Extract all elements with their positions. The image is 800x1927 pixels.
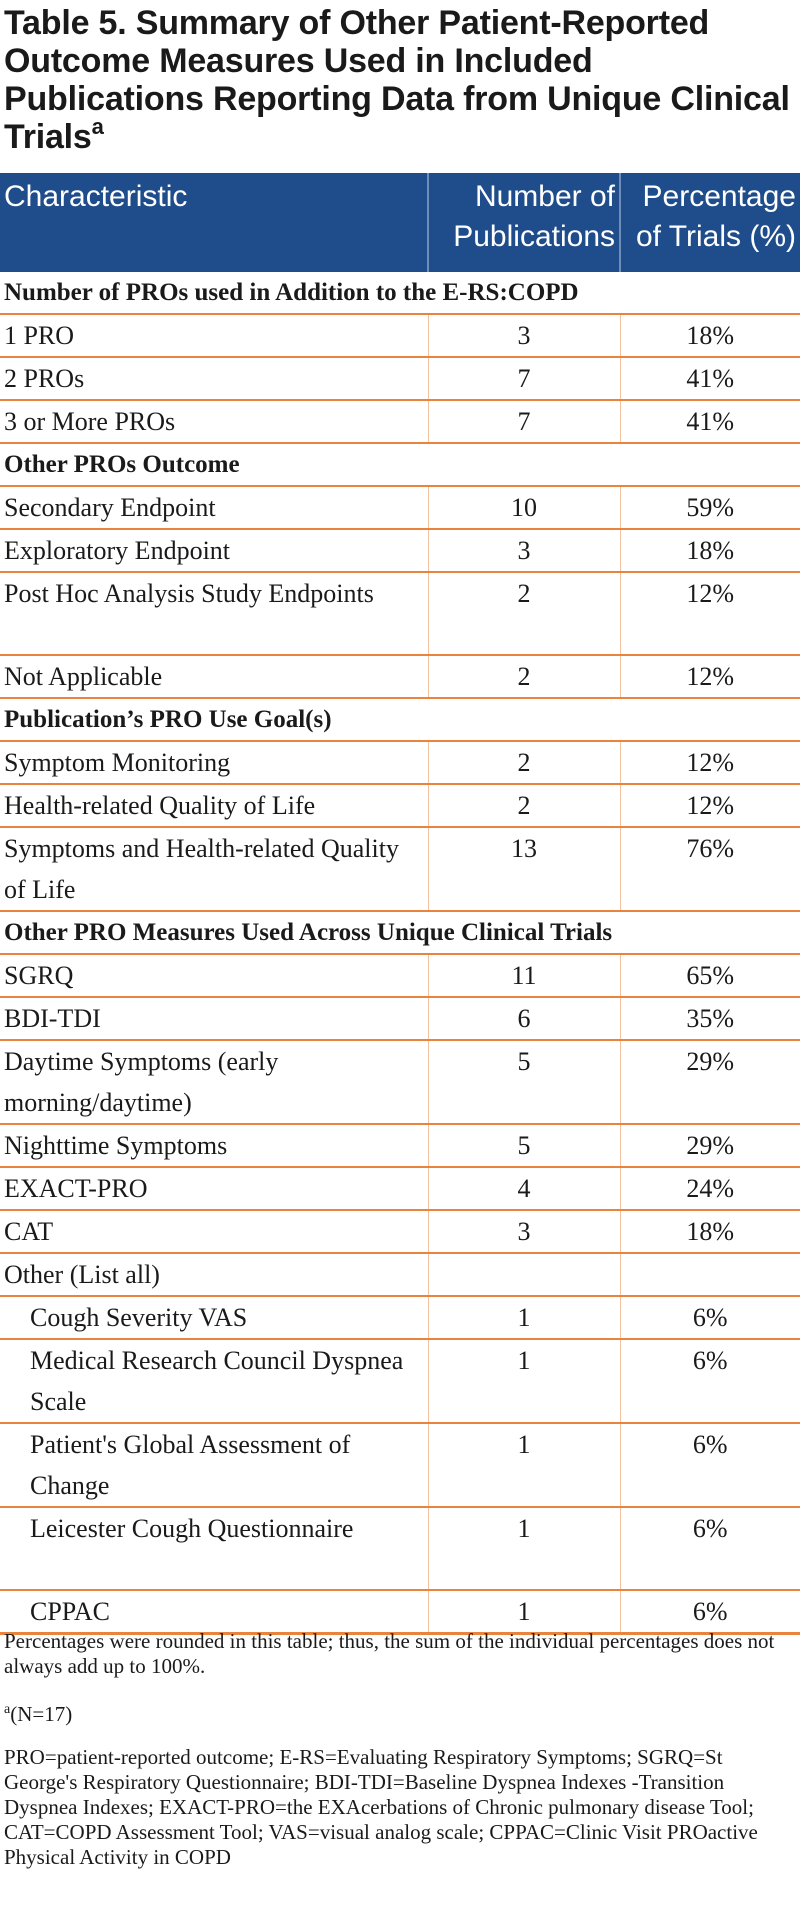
table-row bbox=[0, 1124, 800, 1167]
row-label: Other (List all) bbox=[0, 1253, 428, 1296]
section-heading: Number of PROs used in Addition to the E-RS:COPD bbox=[0, 272, 800, 314]
table-title bbox=[0, 0, 800, 156]
table-row bbox=[0, 1296, 800, 1339]
header-percentage-text: Percentage of Trials (%) bbox=[635, 180, 796, 253]
row-label: 2 PROs bbox=[0, 357, 428, 400]
rounding-note: Percentages were rounded in this table; thus, the sum of the individual percentages does not always add up to 100%. bbox=[4, 1629, 775, 1678]
row-count: 7 bbox=[428, 357, 620, 400]
row-count: 13 bbox=[428, 827, 620, 911]
table-row bbox=[0, 1590, 800, 1634]
table-row bbox=[0, 400, 800, 443]
row-percentage: 12% bbox=[620, 741, 800, 784]
row-percentage: 12% bbox=[620, 655, 800, 698]
footnote-text: (N=17) bbox=[10, 1702, 73, 1726]
row-label: Not Applicable bbox=[0, 655, 428, 698]
table-notes bbox=[4, 1629, 796, 1888]
table-row bbox=[0, 1339, 800, 1423]
row-percentage: 6% bbox=[620, 1590, 800, 1634]
table-row bbox=[0, 741, 800, 784]
row-count: 7 bbox=[428, 400, 620, 443]
row-label: Leicester Cough Questionnaire bbox=[0, 1507, 428, 1590]
table-row bbox=[0, 1210, 800, 1253]
row-percentage: 59% bbox=[620, 486, 800, 529]
row-percentage: 24% bbox=[620, 1167, 800, 1210]
row-count: 4 bbox=[428, 1167, 620, 1210]
row-label: 3 or More PROs bbox=[0, 400, 428, 443]
table-row bbox=[0, 486, 800, 529]
row-label: Symptom Monitoring bbox=[0, 741, 428, 784]
row-count: 2 bbox=[428, 741, 620, 784]
row-label: BDI-TDI bbox=[0, 997, 428, 1040]
row-label: Nighttime Symptoms bbox=[0, 1124, 428, 1167]
row-label: CPPAC bbox=[0, 1590, 428, 1634]
row-count: 2 bbox=[428, 572, 620, 655]
row-percentage: 6% bbox=[620, 1296, 800, 1339]
row-percentage: 12% bbox=[620, 784, 800, 827]
table-row bbox=[0, 954, 800, 997]
header-percentage-of-trials bbox=[620, 173, 800, 272]
table-row bbox=[0, 314, 800, 357]
row-percentage: 18% bbox=[620, 529, 800, 572]
row-label: Secondary Endpoint bbox=[0, 486, 428, 529]
section-heading: Publication’s PRO Use Goal(s) bbox=[0, 698, 800, 741]
row-percentage: 6% bbox=[620, 1507, 800, 1590]
table-header bbox=[0, 173, 800, 272]
row-percentage bbox=[620, 1253, 800, 1296]
title-text: Table 5. Summary of Other Patient-Reported Outcome Measures Used in Included Publications Reporting Data from Unique Clinical Trials bbox=[4, 4, 790, 156]
row-percentage: 6% bbox=[620, 1423, 800, 1507]
row-count: 11 bbox=[428, 954, 620, 997]
row-count: 1 bbox=[428, 1590, 620, 1634]
table-row bbox=[0, 997, 800, 1040]
row-percentage: 29% bbox=[620, 1124, 800, 1167]
table-row bbox=[0, 572, 800, 655]
table-row bbox=[0, 1507, 800, 1590]
table-row bbox=[0, 1423, 800, 1507]
row-count: 2 bbox=[428, 655, 620, 698]
row-label: Patient's Global Assessment of Change bbox=[0, 1423, 428, 1507]
row-count: 3 bbox=[428, 1210, 620, 1253]
section-heading: Other PROs Outcome bbox=[0, 443, 800, 486]
section-heading: Other PRO Measures Used Across Unique Clinical Trials bbox=[0, 911, 800, 954]
row-label: Exploratory Endpoint bbox=[0, 529, 428, 572]
table-row bbox=[0, 1040, 800, 1124]
row-percentage: 29% bbox=[620, 1040, 800, 1124]
table-row bbox=[0, 1167, 800, 1210]
row-count: 1 bbox=[428, 1339, 620, 1423]
row-count: 3 bbox=[428, 314, 620, 357]
row-percentage: 41% bbox=[620, 357, 800, 400]
row-label: 1 PRO bbox=[0, 314, 428, 357]
row-percentage: 6% bbox=[620, 1339, 800, 1423]
row-count: 2 bbox=[428, 784, 620, 827]
row-percentage: 18% bbox=[620, 1210, 800, 1253]
row-count: 1 bbox=[428, 1507, 620, 1590]
row-percentage: 76% bbox=[620, 827, 800, 911]
row-label: Symptoms and Health-related Quality of Life bbox=[0, 827, 428, 911]
row-count: 5 bbox=[428, 1040, 620, 1124]
row-percentage: 12% bbox=[620, 572, 800, 655]
row-count: 1 bbox=[428, 1423, 620, 1507]
row-count bbox=[428, 1253, 620, 1296]
table-row bbox=[0, 784, 800, 827]
row-count: 1 bbox=[428, 1296, 620, 1339]
row-count: 5 bbox=[428, 1124, 620, 1167]
row-label: Daytime Symptoms (early morning/daytime) bbox=[0, 1040, 428, 1124]
row-count: 3 bbox=[428, 529, 620, 572]
header-number-of-publications bbox=[428, 173, 620, 272]
row-label: Cough Severity VAS bbox=[0, 1296, 428, 1339]
row-label: SGRQ bbox=[0, 954, 428, 997]
header-characteristic: Characteristic bbox=[0, 173, 428, 272]
row-percentage: 65% bbox=[620, 954, 800, 997]
title-footnote-marker: a bbox=[91, 113, 104, 139]
table-row bbox=[0, 655, 800, 698]
row-label: Health-related Quality of Life bbox=[0, 784, 428, 827]
row-count: 10 bbox=[428, 486, 620, 529]
header-number-text: Number of Publications bbox=[453, 180, 615, 253]
row-percentage: 18% bbox=[620, 314, 800, 357]
row-percentage: 35% bbox=[620, 997, 800, 1040]
row-label: Medical Research Council Dyspnea Scale bbox=[0, 1339, 428, 1423]
footnote-marker: a bbox=[4, 1702, 11, 1717]
abbreviations-note: PRO=patient-reported outcome; E-RS=Evaluating Respiratory Symptoms; SGRQ=St George's Respiratory Questionnaire; BDI-TDI=Baseline Dyspnea Indexes -Transition Dyspnea Indexes; EXACT-PRO=the EXAcerbations of Chronic pulmonary disease Tool; CAT=COPD Assessment Tool; VAS=visual analog scale; CPPAC=Clinic Visit PROactive Physical Activity in COPD bbox=[4, 1745, 758, 1869]
row-percentage: 41% bbox=[620, 400, 800, 443]
table-row bbox=[0, 529, 800, 572]
row-label: CAT bbox=[0, 1210, 428, 1253]
row-label: EXACT-PRO bbox=[0, 1167, 428, 1210]
table-row bbox=[0, 357, 800, 400]
summary-table bbox=[0, 173, 800, 1635]
sample-size-footnote bbox=[4, 1697, 796, 1727]
row-count: 6 bbox=[428, 997, 620, 1040]
table-row bbox=[0, 827, 800, 911]
table-row bbox=[0, 1253, 800, 1296]
row-label: Post Hoc Analysis Study Endpoints bbox=[0, 572, 428, 655]
